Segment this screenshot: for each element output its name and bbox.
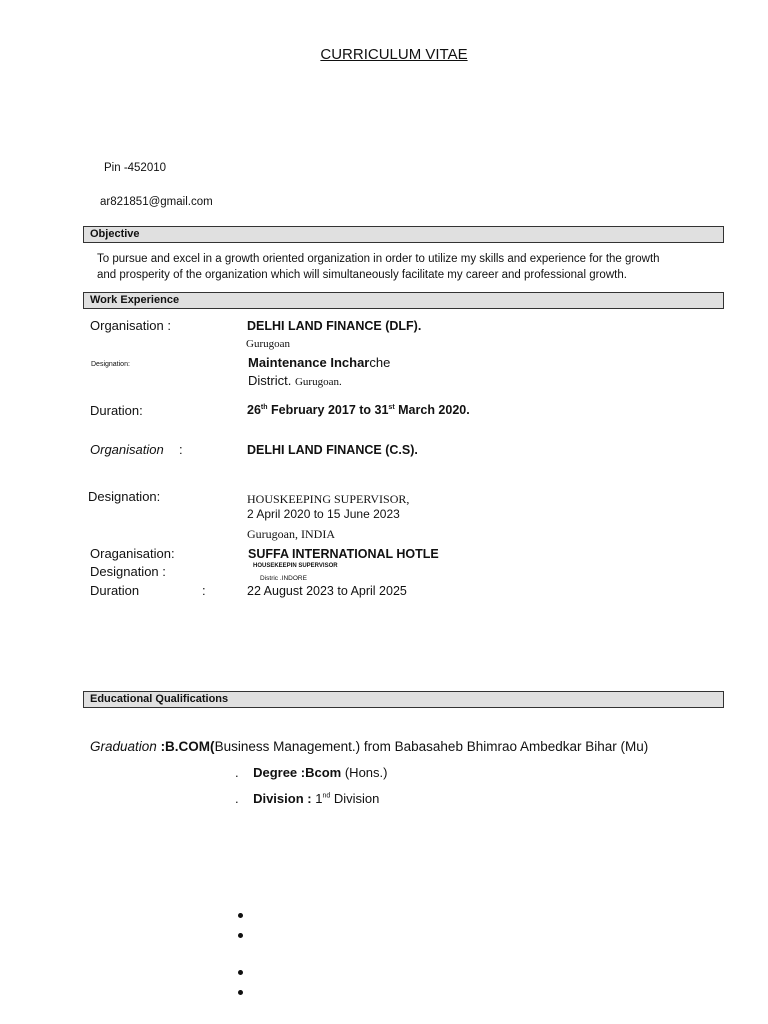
email: ar821851@gmail.com [100, 196, 213, 208]
section-education: Educational Qualifications [83, 691, 724, 708]
bullet-point [238, 933, 243, 938]
section-work-experience: Work Experience [83, 292, 724, 309]
job1-designation: Maintenance Incharche [248, 355, 391, 370]
job2-location: Gurugoan, INDIA [247, 527, 335, 541]
degree-line: . Degree :Bcom (Hons.) [235, 765, 388, 780]
objective-text [97, 251, 697, 283]
job3-org-label: Oraganisation: [90, 546, 175, 561]
job3-designation-label: Designation : [90, 564, 166, 579]
job1-org: DELHI LAND FINANCE (DLF). [247, 319, 422, 333]
job2-designation: HOUSKEEPING SUPERVISOR, [247, 492, 410, 506]
job3-designation: HOUSEKEEPIN SUPERVISOR [253, 563, 338, 569]
job2-org-label: Organisation [90, 442, 164, 457]
job2-org-colon: : [179, 442, 183, 457]
job2-designation-label: Designation: [88, 489, 161, 504]
job3-district: Distric .INDORE [260, 575, 307, 582]
job1-designation-label: Designation: [91, 361, 130, 368]
job2-dates: 2 April 2020 to 15 June 2023 [247, 507, 400, 521]
job3-duration-colon: : [202, 583, 206, 598]
bullet-point [238, 990, 243, 995]
job1-duration-label: Duration: [90, 403, 143, 418]
job3-duration: 22 August 2023 to April 2025 [247, 584, 407, 598]
graduation-line: Graduation :B.COM(Business Management.) from Babasaheb Bhimrao Ambedkar Bihar (Mu) [90, 739, 649, 754]
pin-code: Pin -452010 [104, 162, 167, 174]
job1-district: District. Gurugoan. [248, 373, 342, 388]
job1-location: Gurugoan [246, 338, 290, 350]
page-title: CURRICULUM VITAE [320, 46, 468, 63]
objective-line-2: and prosperity of the organization which will simultaneously facilitate my career and professional growth. [97, 269, 627, 281]
job3-org: SUFFA INTERNATIONAL HOTLE [248, 547, 439, 561]
job1-duration: 26th February 2017 to 31st March 2020. [247, 403, 470, 417]
bullet-point [238, 913, 243, 918]
section-objective: Objective [83, 226, 724, 243]
job3-duration-label: Duration [90, 583, 140, 598]
bullet-point [238, 970, 243, 975]
objective-line-1: To pursue and excel in a growth oriented organization in order to utilize my skills and experience for the growth [97, 253, 660, 265]
division-line: . Division : 1nd Division [235, 791, 380, 806]
job2-org: DELHI LAND FINANCE (C.S). [247, 443, 418, 457]
job1-org-label: Organisation : [90, 318, 171, 333]
